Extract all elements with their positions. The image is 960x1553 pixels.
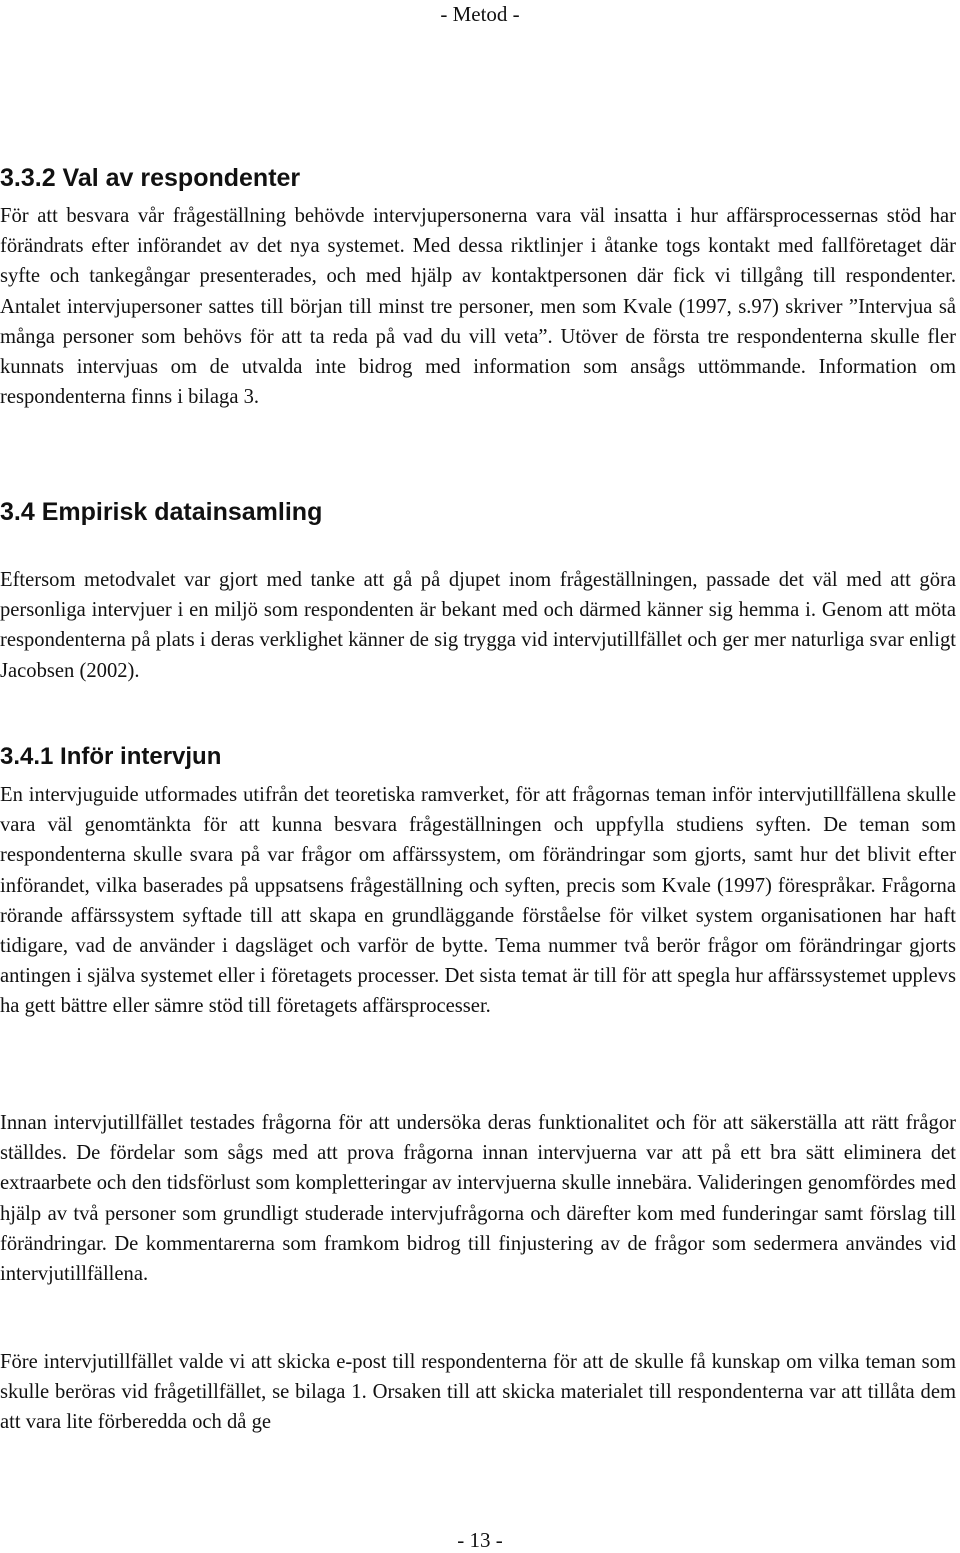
- page-header: - Metod -: [440, 2, 520, 26]
- paragraph-infor-intervjun-1: En intervjuguide utformades utifrån det teoretiska ramverket, för att frågornas teman inför intervjutillfällena skulle vara väl genomtänkta för att kunna besvara frågeställningen och uppfylla studiens syften. De teman som respondenterna skulle svara på var frågor om affärssystem, om förändringar som gjorts, samt hur det blivit efter införandet, vilka baserades på uppsatsens frågeställning och syften, precis som Kvale (1997) förespråkar. Frågorna rörande affärssystem syftade till att skapa en grundläggande förståelse för vilket system organisationen har haft tidigare, vad de använder i dagsläget och varför de bytte. Tema nummer två berör frågor om förändringar gjorts antingen i själva systemet eller i företagets processer. Det sista temat är till för att spegla hur affärssystemet upplevs ha gett bättre eller sämre stöd till företagets affärsprocesser.: [0, 784, 956, 1018]
- section-heading-3-4: 3.4 Empirisk datainsamling: [0, 498, 323, 526]
- section-heading-3-4-1: 3.4.1 Inför intervjun: [0, 743, 222, 770]
- paragraph-val-av-respondenter: För att besvara vår frågeställning behövde intervjupersonerna vara väl insatta i hur affärsprocessernas stöd har förändrats efter införandet av det nya systemet. Med dessa riktlinjer i åtanke togs kontakt med fallföretaget där syfte och tankegångar presenterades, och med hjälp av kontaktpersonen där fick vi tillgång till respondenter. Antalet intervjupersoner sattes till början till minst tre personer, men som Kvale (1997, s.97) skriver ”Intervjua så många personer som behövs för att ta reda på vad du vill veta”. Utöver de första tre respondenterna skulle fler kunnats intervjuas om de utvalda inte bidrog med information som ansågs uttömmande. Information om respondenterna finns i bilaga 3.: [0, 205, 956, 409]
- paragraph-infor-intervjun-3: Före intervjutillfället valde vi att skicka e-post till respondenterna för att de skulle få kunskap om vilka teman som skulle beröras vid frågetillfället, se bilaga 1. Orsaken till att skicka materialet till respondenterna var att tillåta dem att vara lite förberedda och då ge: [0, 1351, 956, 1434]
- section-heading-3-3-2: 3.3.2 Val av respondenter: [0, 164, 301, 192]
- page-number: - 13 -: [457, 1528, 503, 1552]
- paragraph-empirisk-datainsamling: Eftersom metodvalet var gjort med tanke att gå på djupet inom frågeställningen, passade det väl med att göra personliga intervjuer i en miljö som respondenten är bekant med och därmed känner sig hemma i. Genom att möta respondenterna på plats i deras verklighet känner de sig trygga vid intervjutillfället och ger mer naturliga svar enligt Jacobsen (2002).: [0, 569, 956, 682]
- paragraph-infor-intervjun-2: Innan intervjutillfället testades frågorna för att undersöka deras funktionalitet och för att säkerställa att rätt frågor ställdes. De fördelar som sågs med att prova frågorna innan intervjuerna var att på ett bra sätt eliminera det extraarbete och den tidsförlust som kompletteringar av intervjuerna skulle innebära. Valideringen genomfördes med hjälp av två personer som grundligt studerade intervjufrågorna och därefter kom med funderingar samt förslag till förändringar. De kommentarerna som framkom bidrog till finjustering av de frågor som sedermera användes vid intervjutillfällena.: [0, 1112, 956, 1286]
